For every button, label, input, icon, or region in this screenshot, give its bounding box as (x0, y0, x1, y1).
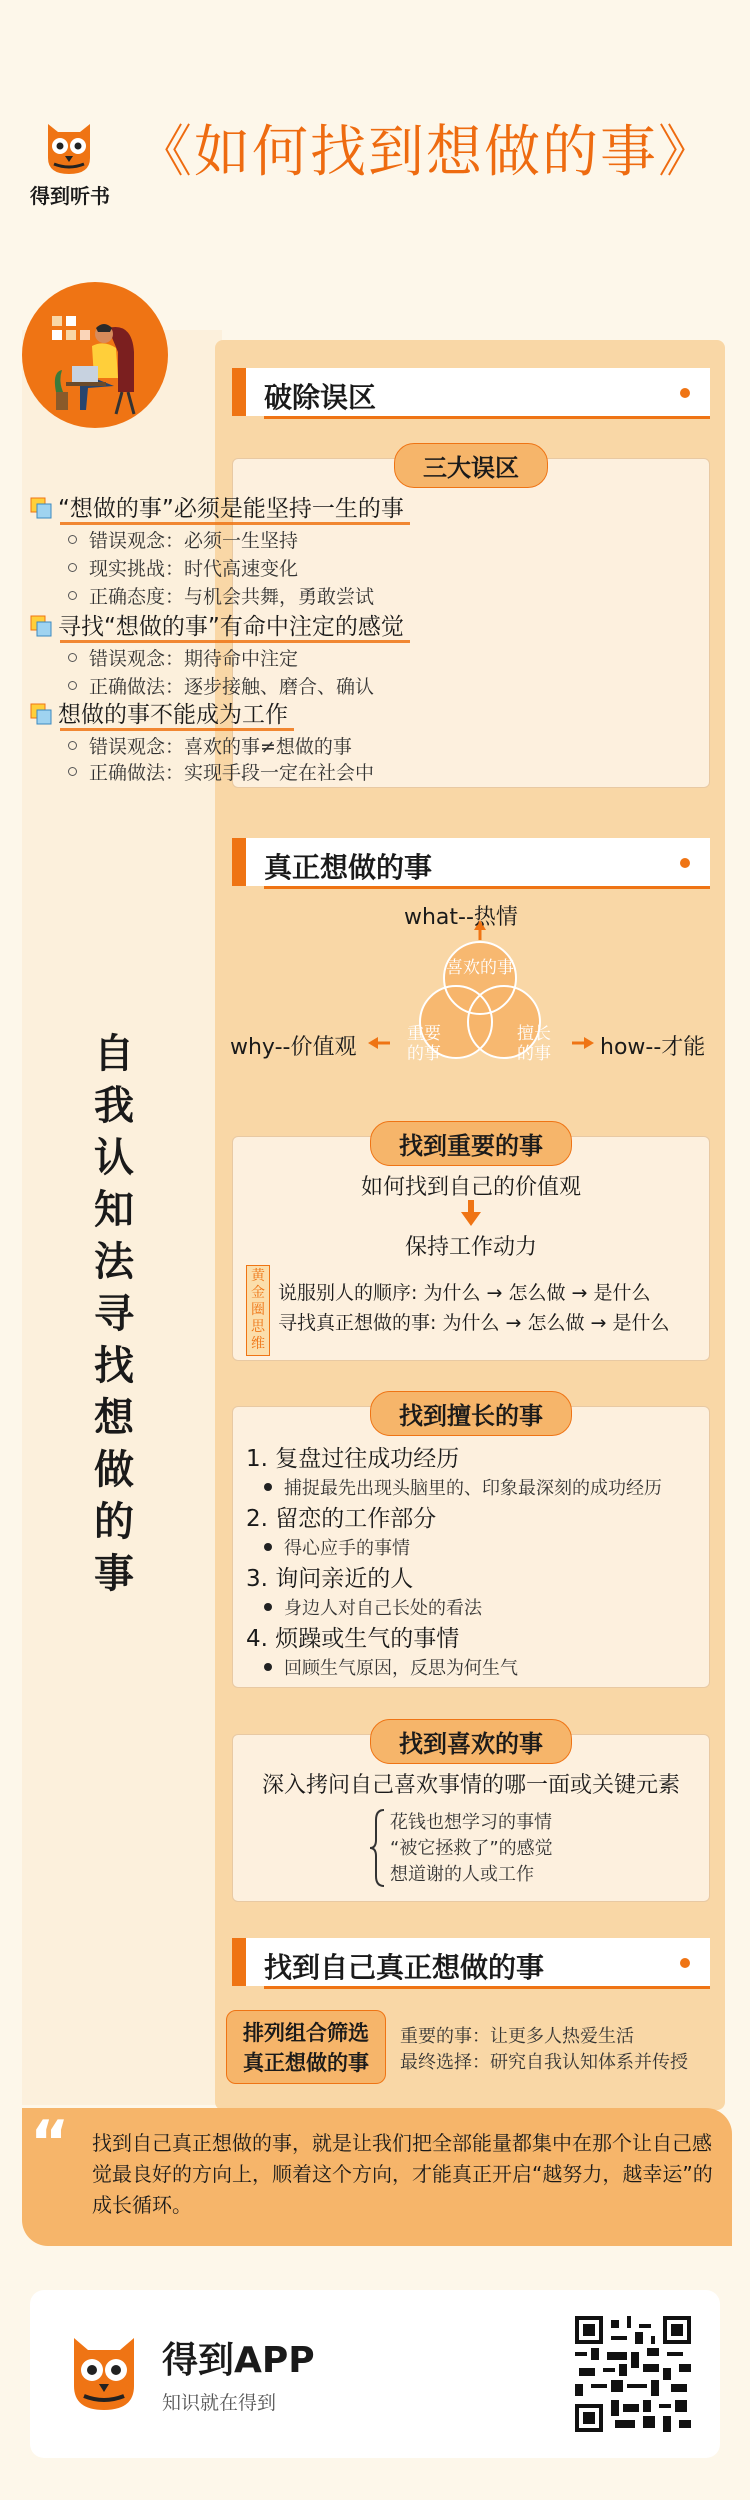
venn-text-like: 喜欢的事 (446, 958, 514, 978)
important-line-2: 保持工作动力 (404, 1235, 537, 1260)
final-line-1: 重要的事：让更多人热爱生活 (400, 2026, 634, 2047)
section-dot-icon (680, 1958, 690, 1968)
venn-label-why: why--价值观 (230, 1035, 357, 1060)
venn-text-good: 擅长的事 (517, 1024, 551, 1064)
venn-label-what: what--热情 (404, 905, 518, 930)
myth-underline (60, 640, 410, 643)
section-underline (264, 886, 710, 889)
important-line-1: 如何找到自己的价值观 (360, 1175, 581, 1200)
arrow-left-icon (368, 1036, 390, 1050)
owl-logo-icon (40, 118, 98, 176)
arrow-down-icon (461, 1200, 481, 1226)
venn-label-how: how--才能 (600, 1035, 706, 1060)
myth-item: 错误观念：期待命中注定 (68, 644, 298, 671)
illustration-avatar (22, 282, 168, 428)
good-item-title: 1. 复盘过往成功经历 (246, 1446, 460, 1472)
quote-box (22, 2108, 732, 2246)
person-at-desk-icon (22, 282, 168, 428)
final-line-2: 最终选择：研究自我认知体系并传授 (400, 2052, 688, 2073)
good-pill: 找到擅长的事 (370, 1391, 572, 1436)
vertical-char: 想 (94, 1395, 134, 1441)
brand-name: 得到听书 (30, 184, 110, 208)
section-title: 真正想做的事 (264, 851, 433, 884)
like-item: “被它拯救了”的感觉 (390, 1838, 553, 1859)
section-header-myths (232, 368, 710, 416)
section-dot-icon (680, 388, 690, 398)
golden-circle-tag: 黄金圈思维 (246, 1265, 270, 1356)
vertical-char: 认 (94, 1135, 134, 1181)
combo-line: 排列组合筛选 (243, 2021, 369, 2045)
app-name: 得到APP (162, 2340, 315, 2381)
vertical-char: 事 (94, 1551, 134, 1597)
page-title: 《如何找到想做的事》 (136, 120, 716, 185)
owl-app-logo-icon (68, 2332, 140, 2412)
myth-title-3: 想做的事不能成为工作 (30, 696, 288, 729)
quote-text: 找到自己真正想做的事，就是让我们把全部能量都集中在那个让自己感觉最良好的方向上，顺着这个方向，才能真正开启“越努力，越幸运”的成长循环。 (92, 2131, 713, 2217)
golden-line-2: 寻找真正想做的事: 为什么 → 怎么做 → 是什么 (278, 1312, 670, 1334)
myth-underline (60, 728, 294, 731)
myth-item: 正确态度：与机会共舞，勇敢尝试 (68, 582, 374, 609)
myths-pill: 三大误区 (394, 443, 548, 488)
vertical-title (84, 1028, 144, 1600)
vertical-char: 法 (94, 1239, 134, 1285)
vertical-char: 做 (94, 1447, 134, 1493)
vertical-char: 知 (94, 1187, 134, 1233)
section-accent-bar (232, 368, 246, 416)
like-pill: 找到喜欢的事 (370, 1719, 572, 1764)
vertical-char: 我 (94, 1083, 134, 1129)
vertical-char: 寻 (94, 1291, 134, 1337)
good-item-sub: 回顾生气原因，反思为何生气 (264, 1654, 518, 1680)
myth-item: 正确做法：实现手段一定在社会中 (68, 758, 374, 785)
myth-title-2: 寻找“想做的事”有命中注定的感觉 (30, 608, 404, 641)
section-title: 找到自己真正想做的事 (264, 1951, 545, 1984)
good-item-title: 4. 烦躁或生气的事情 (246, 1626, 460, 1652)
section-title: 破除误区 (264, 381, 377, 414)
brace-icon (370, 1808, 386, 1888)
good-item-sub: 得心应手的事情 (264, 1534, 410, 1560)
qr-code-icon[interactable] (575, 2316, 691, 2432)
question-card-icon (30, 703, 52, 725)
section-underline (264, 416, 710, 419)
section-underline (264, 1986, 710, 1989)
good-item-title: 3. 询问亲近的人 (246, 1566, 414, 1592)
myth-underline (60, 522, 410, 525)
footer-card (30, 2290, 720, 2458)
vertical-char: 自 (94, 1031, 134, 1077)
like-line: 深入拷问自己喜欢事情的哪一面或关键元素 (261, 1773, 680, 1798)
good-item-sub: 身边人对自己长处的看法 (264, 1594, 482, 1620)
golden-line-1: 说服别人的顺序: 为什么 → 怎么做 → 是什么 (278, 1282, 651, 1304)
section-accent-bar (232, 838, 246, 886)
good-item-title: 2. 留恋的工作部分 (246, 1506, 437, 1532)
section-accent-bar (232, 1938, 246, 1986)
myth-item: 正确做法：逐步接触、磨合、确认 (68, 672, 374, 699)
venn-text-important: 重要的事 (407, 1024, 441, 1064)
section-header-true (232, 838, 710, 886)
myth-item: 错误观念：喜欢的事≠想做的事 (68, 732, 352, 759)
vertical-char: 的 (94, 1499, 134, 1545)
combo-box (226, 2010, 386, 2084)
like-item: 想道谢的人或工作 (390, 1864, 534, 1885)
section-dot-icon (680, 858, 690, 868)
arrow-right-icon (572, 1036, 594, 1050)
myth-item: 错误观念：必须一生坚持 (68, 526, 298, 553)
section-header-final (232, 1938, 710, 1986)
app-slogan: 知识就在得到 (162, 2392, 277, 2414)
like-item: 花钱也想学习的事情 (390, 1812, 552, 1833)
quote-mark-icon: “ (30, 2108, 70, 2178)
good-item-sub: 捕捉最先出现头脑里的、印象最深刻的成功经历 (264, 1474, 662, 1500)
myth-item: 现实挑战：时代高速变化 (68, 554, 298, 581)
question-card-icon (30, 497, 52, 519)
myth-title-1: “想做的事”必须是能坚持一生的事 (30, 490, 404, 523)
combo-line: 真正想做的事 (243, 2051, 369, 2075)
question-card-icon (30, 615, 52, 637)
vertical-char: 找 (94, 1343, 134, 1389)
important-pill: 找到重要的事 (370, 1121, 572, 1166)
